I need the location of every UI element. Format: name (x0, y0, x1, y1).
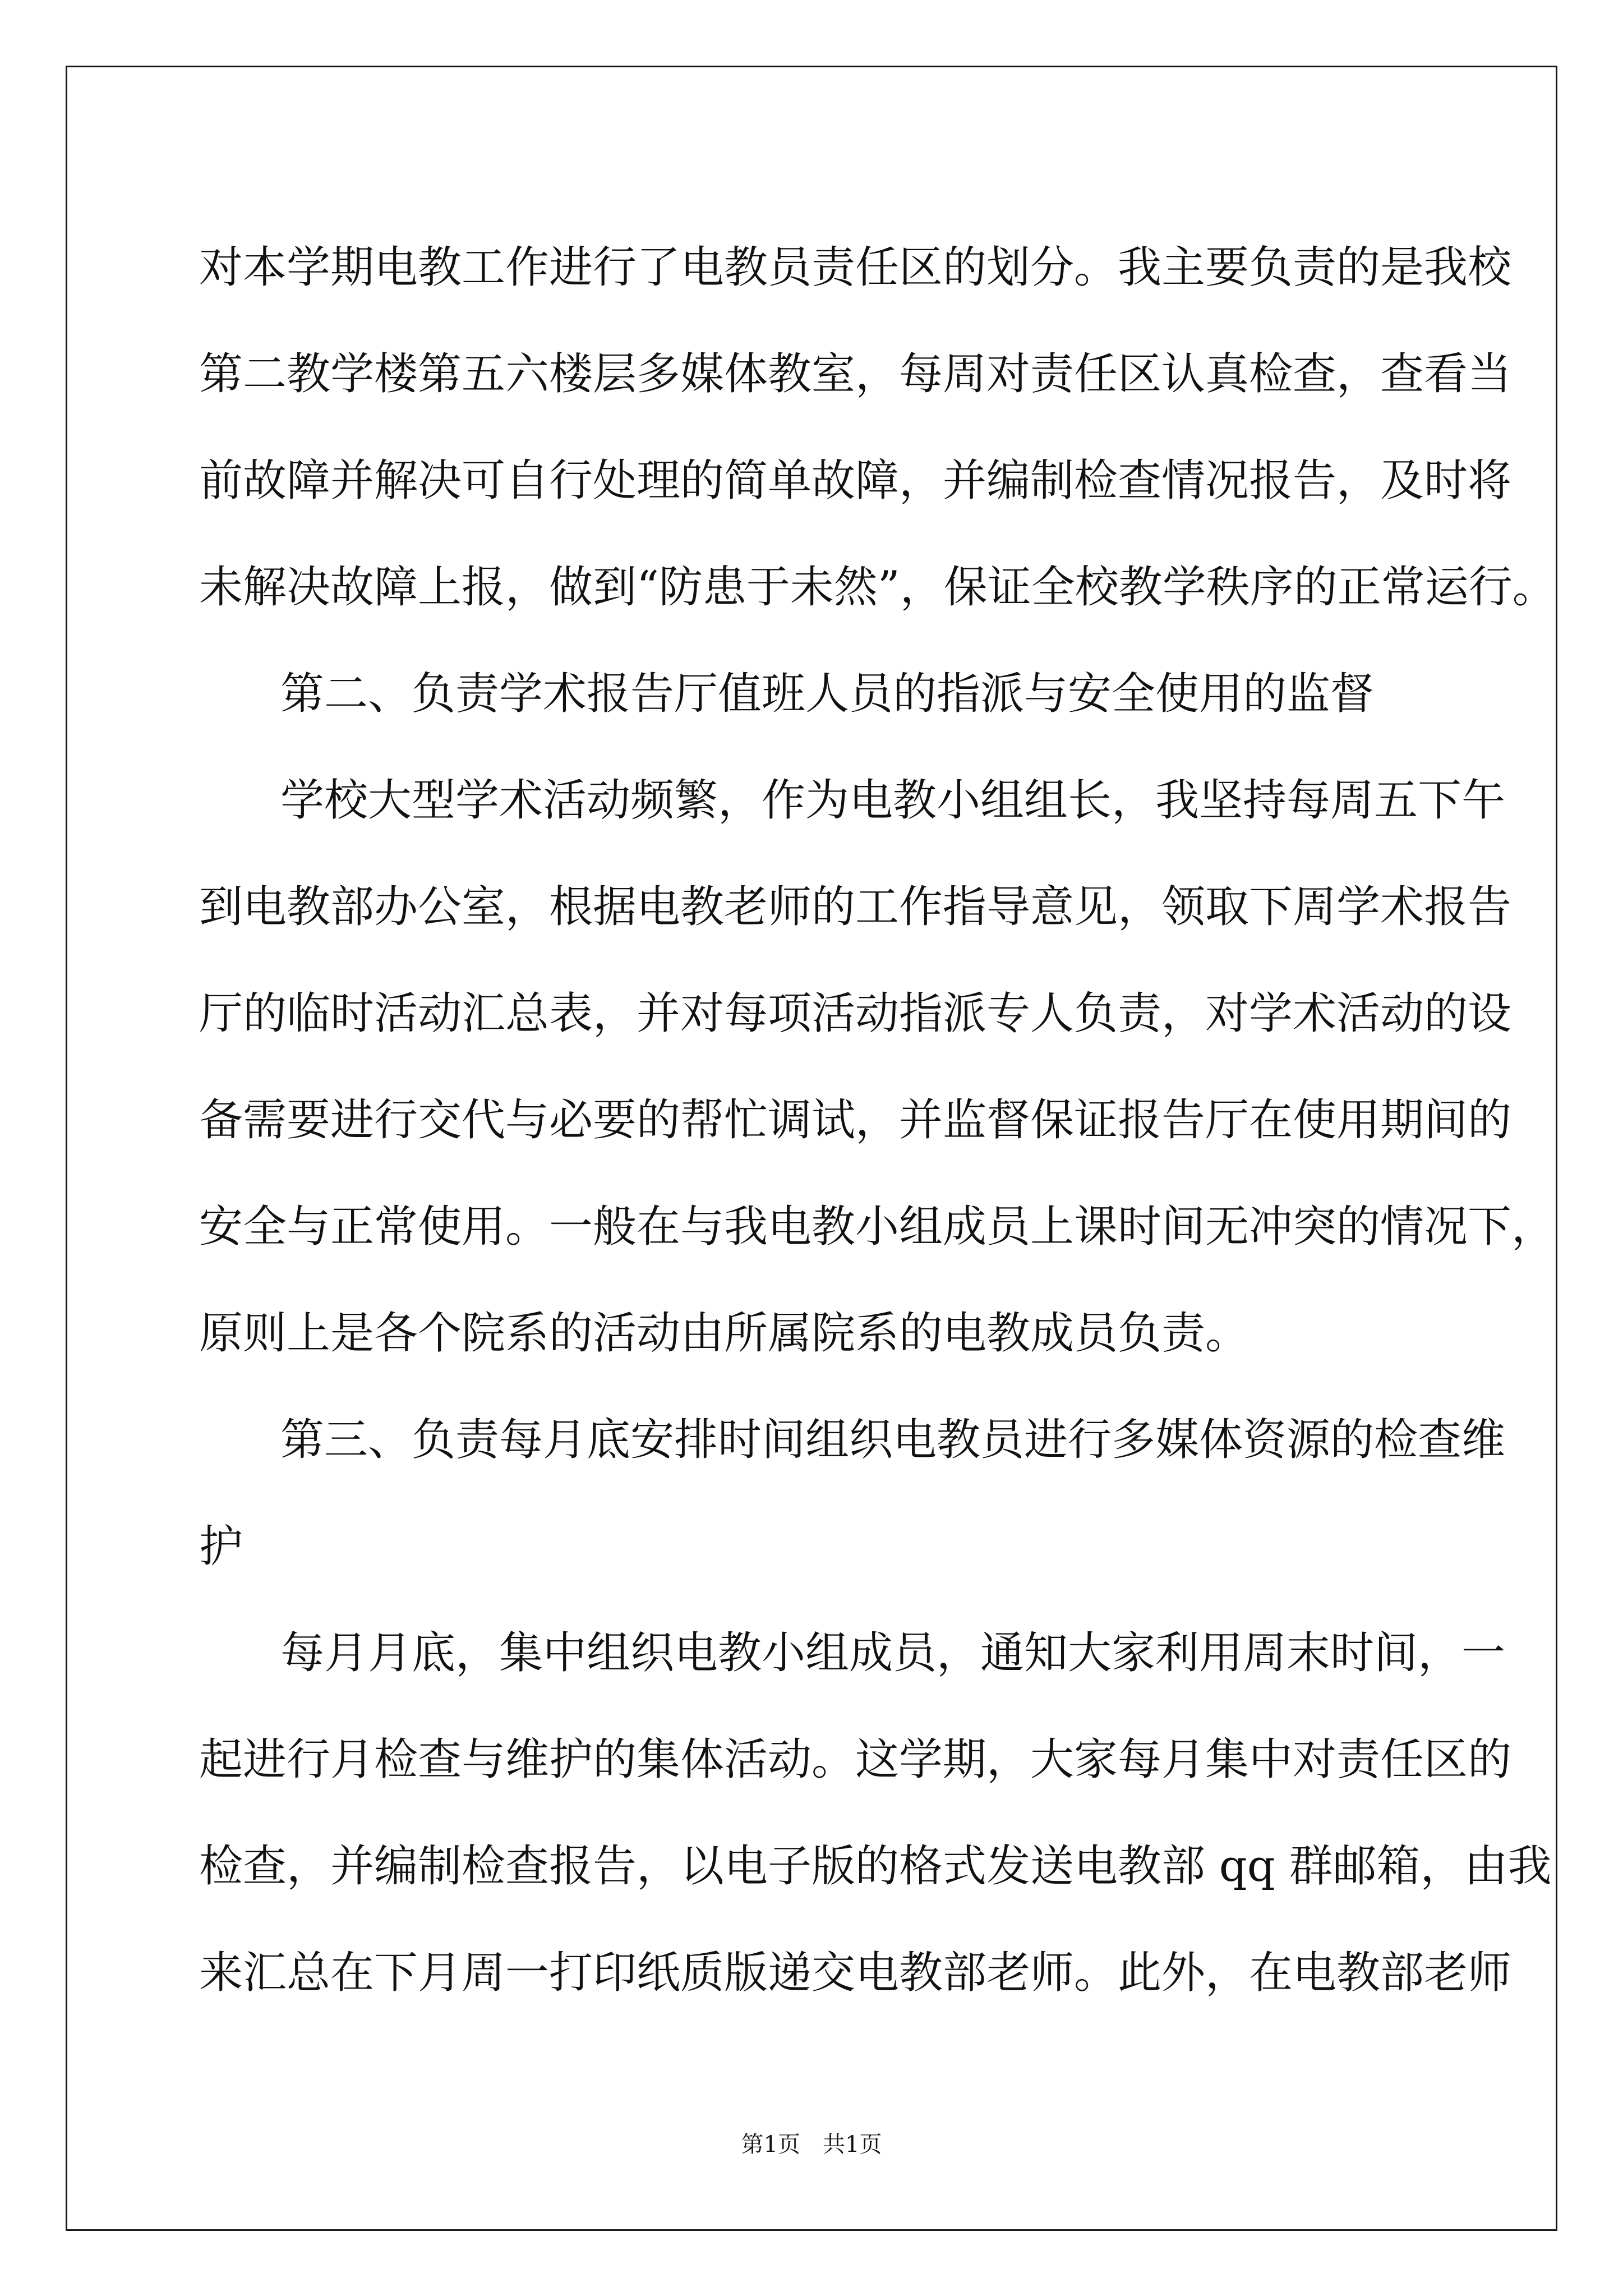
paragraph-line: 对本学期电教工作进行了电教员责任区的划分。我主要负责的是我校 (199, 242, 1512, 293)
paragraph-line: 原则上是各个院系的活动由所属院系的电教成员负责。 (199, 1308, 1249, 1359)
section-heading-continued: 护 (199, 1521, 243, 1572)
document-body (199, 214, 1556, 2026)
paragraph-line: 检查，并编制检查报告，以电子版的格式发送电教部 qq 群邮箱，由我 (199, 1841, 1552, 1892)
page-footer (0, 2131, 1623, 2159)
paragraph-line: 未解决故障上报，做到“防患于未然”，保证全校教学秩序的正常运行。 (199, 562, 1556, 613)
paragraph-line: 安全与正常使用。一般在与我电教小组成员上课时间无冲突的情况下， (199, 1202, 1556, 1252)
paragraph-line: 来汇总在下月周一打印纸质版递交电教部老师。此外，在电教部老师 (199, 1948, 1512, 1998)
page-total: 共1页 (823, 2132, 882, 2157)
paragraph-line: 备需要进行交代与必要的帮忙调试，并监督保证报告厅在使用期间的 (199, 1095, 1512, 1145)
section-heading: 第二、负责学术报告厅值班人员的指派与安全使用的监督 (280, 669, 1375, 719)
paragraph-line: 第二教学楼第五六楼层多媒体教室，每周对责任区认真检查，查看当 (199, 349, 1512, 399)
paragraph-line: 前故障并解决可自行处理的简单故障，并编制检查情况报告，及时将 (199, 455, 1512, 506)
paragraph-line: 每月月底，集中组织电教小组成员，通知大家利用周末时间，一 (280, 1628, 1506, 1678)
paragraph-line: 学校大型学术活动频繁，作为电教小组组长，我坚持每周五下午 (280, 775, 1506, 826)
section-heading: 第三、负责每月底安排时间组织电教员进行多媒体资源的检查维 (280, 1415, 1506, 1465)
paragraph-line: 厅的临时活动汇总表，并对每项活动指派专人负责，对学术活动的设 (199, 988, 1512, 1039)
paragraph-line: 到电教部办公室，根据电教老师的工作指导意见，领取下周学术报告 (199, 882, 1512, 932)
paragraph-line: 起进行月检查与维护的集体活动。这学期，大家每月集中对责任区的 (199, 1734, 1512, 1785)
page-number: 第1页 (741, 2132, 800, 2157)
